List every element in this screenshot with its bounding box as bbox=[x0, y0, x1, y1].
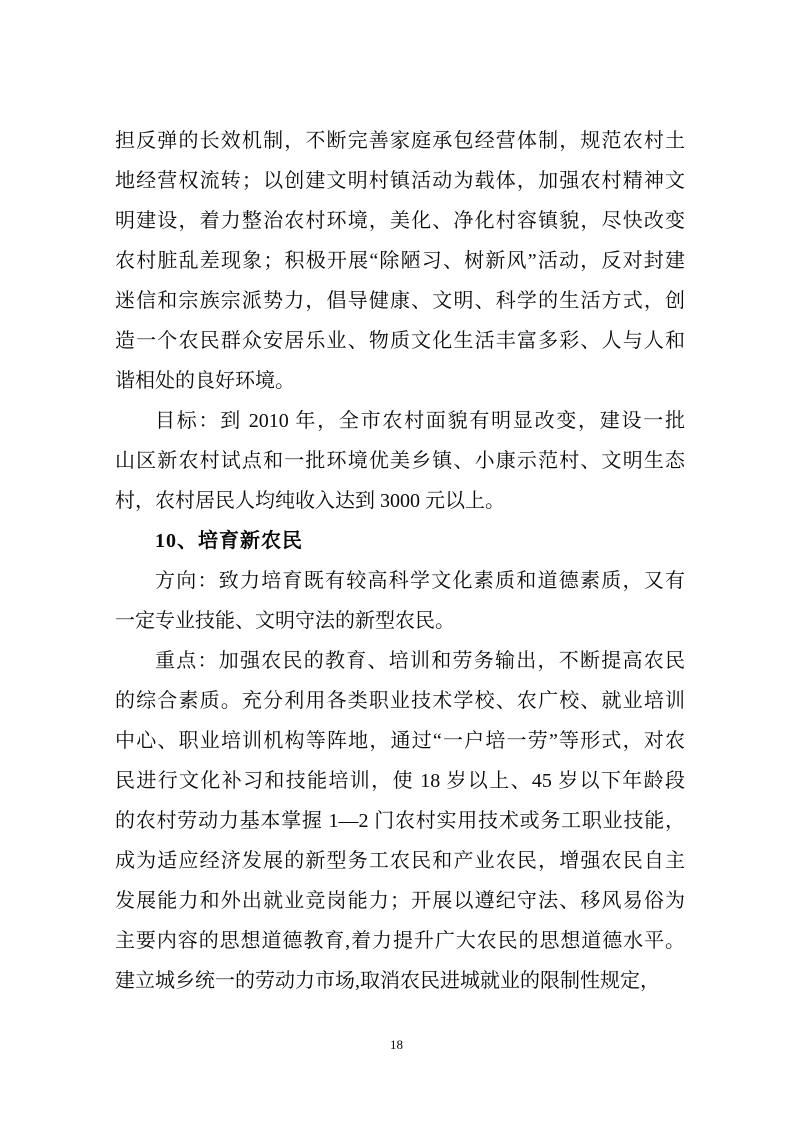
text-line: 造一个农民群众安居乐业、物质文化生活丰富多彩、人与人和 bbox=[115, 330, 685, 352]
text-line: 方向：致力培育既有较高科学文化素质和道德素质，又有 bbox=[155, 570, 685, 592]
text-line: 迷信和宗族宗派势力，倡导健康、文明、科学的生活方式，创 bbox=[115, 290, 685, 312]
paragraph bbox=[115, 561, 685, 641]
text-line: 村，农村居民人均纯收入达到 3000 元以上。 bbox=[115, 490, 505, 512]
paragraph bbox=[115, 641, 685, 1001]
text-line: 目标：到 2010 年，全市农村面貌有明显改变，建设一批 bbox=[155, 410, 685, 432]
paragraph bbox=[115, 121, 685, 401]
text-line: 建立城乡统一的劳动力市场,取消农民进城就业的限制性规定， bbox=[115, 970, 660, 992]
text-line: 明建设，着力整治农村环境，美化、净化村容镇貌，尽快改变 bbox=[115, 210, 685, 232]
text-line: 成为适应经济发展的新型务工农民和产业农民，增强农民自主 bbox=[115, 850, 685, 872]
text-line: 主要内容的思想道德教育,着力提升广大农民的思想道德水平。 bbox=[115, 930, 685, 952]
text-line: 重点：加强农民的教育、培训和劳务输出，不断提高农民 bbox=[155, 650, 685, 672]
text-line: 中心、职业培训机构等阵地，通过“一户培一劳”等形式，对农 bbox=[115, 730, 685, 752]
text-line: 担反弹的长效机制，不断完善家庭承包经营体制，规范农村土 bbox=[115, 130, 685, 152]
text-line: 的农村劳动力基本掌握 1—2 门农村实用技术或务工职业技能， bbox=[115, 810, 685, 832]
text-line: 的综合素质。充分利用各类职业技术学校、农广校、就业培训 bbox=[115, 690, 685, 712]
text-line: 10、培育新农民 bbox=[155, 530, 303, 552]
page-number: 18 bbox=[390, 1037, 403, 1052]
text-line: 发展能力和外出就业竞岗能力；开展以遵纪守法、移风易俗为 bbox=[115, 890, 685, 912]
text-line: 山区新农村试点和一批环境优美乡镇、小康示范村、文明生态 bbox=[115, 450, 685, 472]
text-line: 地经营权流转；以创建文明村镇活动为载体，加强农村精神文 bbox=[115, 170, 685, 192]
text-line: 民进行文化补习和技能培训，使 18 岁以上、45 岁以下年龄段 bbox=[115, 770, 685, 792]
document-body bbox=[115, 121, 685, 1001]
paragraph bbox=[115, 401, 685, 521]
text-line: 谐相处的良好环境。 bbox=[115, 370, 295, 392]
text-line: 一定专业技能、文明守法的新型农民。 bbox=[115, 610, 455, 632]
text-line: 农村脏乱差现象；积极开展“除陋习、树新风”活动，反对封建 bbox=[115, 250, 685, 272]
section-heading bbox=[115, 521, 685, 561]
